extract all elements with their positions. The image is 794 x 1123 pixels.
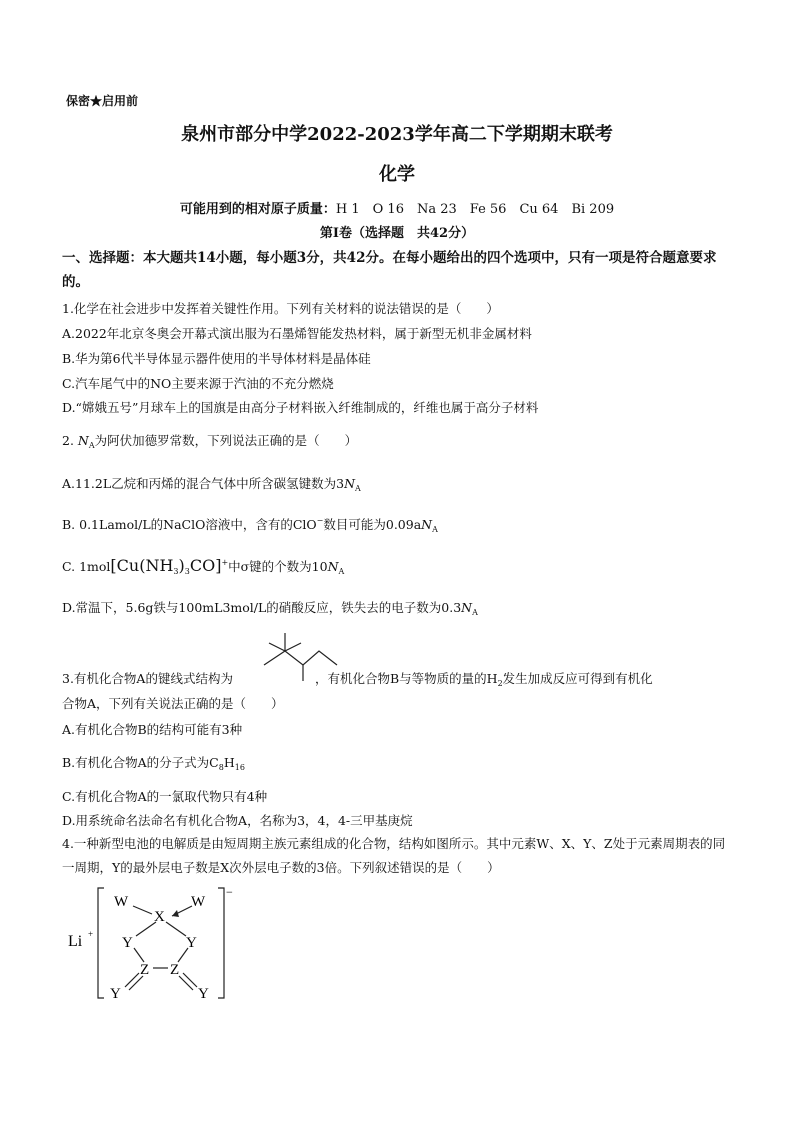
atom-w-left: W xyxy=(114,894,129,910)
left-bracket xyxy=(98,888,104,998)
q2-option-a xyxy=(62,474,361,493)
z-y-double-bond-2b xyxy=(179,976,193,990)
ionic-structure-diagram xyxy=(60,884,250,1004)
h2-subscript: 2 xyxy=(497,679,503,688)
na-symbol: N xyxy=(421,517,433,532)
right-bracket xyxy=(218,888,224,998)
q3-stem-post: ，有机化合物B与等物质的量的H xyxy=(314,671,498,686)
h-subscript: 16 xyxy=(234,763,245,772)
w-x-bond xyxy=(133,906,152,914)
z-y-double-bond-2a xyxy=(183,973,197,987)
q1-option-d: D.“嫦娥五号”月球车上的国旗是由高分子材料嵌入纤维制成的，纤维也属于高分子材料 xyxy=(62,400,539,415)
atom-z-right: Z xyxy=(170,962,180,978)
q3-stem-line1 xyxy=(62,669,653,688)
h-symbol: H xyxy=(223,755,235,770)
q2-stem-text: 为阿伏加德罗常数，下列说法正确的是（ ） xyxy=(94,433,358,448)
q3-option-b xyxy=(62,753,245,772)
y-z-left-bond xyxy=(134,948,144,962)
q2-option-c xyxy=(62,556,344,576)
na-symbol: N xyxy=(344,476,356,491)
q2-number: 2. xyxy=(62,433,74,448)
skeletal-formula-diagram xyxy=(260,628,346,684)
q2-stem xyxy=(62,431,357,450)
complex-paren: ) xyxy=(178,556,185,575)
methyl-right-bond xyxy=(285,643,301,651)
na-subscript: A xyxy=(472,608,478,617)
q3-stem-pre: 3.有机化合物A的键线式结构为 xyxy=(62,671,233,686)
complex-close: CO] xyxy=(189,556,222,575)
na-subscript: A xyxy=(88,441,95,450)
q3-option-a: A.有机化合物B的结构可能有3种 xyxy=(62,722,243,737)
atom-w-right: W xyxy=(191,894,206,910)
volume-heading: 第Ⅰ卷（选择题 共42分） xyxy=(319,226,475,241)
atom-y-bottom-left: Y xyxy=(110,986,121,1002)
subject-title: 化学 xyxy=(379,164,415,185)
skeletal-bonds xyxy=(264,633,337,681)
main-chain-bond xyxy=(264,651,337,665)
nh3-subscript: 3 xyxy=(173,567,179,576)
section-instruction: 一、选择题：本大题共14小题，每小题3分，共42分。在每小题给出的四个选项中，只有一项是符合题意要求的。 xyxy=(62,250,717,290)
q1-option-a: A.2022年北京冬奥会开幕式演出服为石墨烯智能发热材料，属于新型无机非金属材料 xyxy=(62,326,532,341)
q1-option-b: B.华为第6代半导体显示器件使用的半导体材料是晶体硅 xyxy=(62,351,371,366)
q2-option-c-pre: C. 1mol xyxy=(62,559,111,574)
exam-title: 泉州市部分中学2022-2023学年高二下学期期末联考 xyxy=(181,124,613,145)
anion-charge: − xyxy=(226,885,233,899)
c-subscript: 8 xyxy=(218,763,224,772)
z-y-double-bond-1b xyxy=(129,976,143,990)
methyl-left-bond xyxy=(269,643,285,651)
complex-open: [Cu(NH xyxy=(110,556,174,575)
na-subscript: A xyxy=(338,567,345,576)
ligand-subscript: 3 xyxy=(184,567,190,576)
atom-y-left: Y xyxy=(122,935,133,951)
q1-stem: 1.化学在社会进步中发挥着关键性作用。下列有关材料的说法错误的是（ ） xyxy=(62,301,499,316)
q3-option-d: D.用系统命名法命名有机化合物A，名称为3，4，4-三甲基庚烷 xyxy=(62,813,413,828)
x-y-left-bond xyxy=(136,922,156,936)
q2-option-b-sup: − xyxy=(316,516,324,525)
li-charge: + xyxy=(88,929,94,939)
coordinate-arrowhead xyxy=(172,910,179,917)
q2-option-b-post: 数目可能为0.09a xyxy=(323,517,422,532)
q3-stem-post2: 发生加成反应可得到有机化 xyxy=(502,671,653,686)
na-symbol: N xyxy=(461,600,473,615)
complex-charge: + xyxy=(221,558,229,567)
q2-option-a-text: A.11.2L乙烷和丙烯的混合气体中所含碳氢键数为3 xyxy=(62,476,345,491)
q4-stem: 4.一种新型电池的电解质是由短周期主族元素组成的化合物，结构如图所示。其中元素W、X、Y、Z处于元素周期表的同一周期，Y的最外层电子数是X次外层电子数的3倍。下列叙述错误的是（ ） xyxy=(62,836,726,875)
masses-label: 可能用到的相对原子质量： xyxy=(179,202,336,217)
atom-y-bottom-right: Y xyxy=(198,986,209,1002)
atomic-masses xyxy=(0,198,794,217)
na-symbol: N xyxy=(77,433,89,448)
q2-option-d xyxy=(62,598,478,617)
na-subscript: A xyxy=(355,484,361,493)
masses-values: H 1 O 16 Na 23 Fe 56 Cu 64 Bi 209 xyxy=(335,202,615,217)
z-y-double-bond-1a xyxy=(125,973,139,987)
q2-option-c-post: 中σ键的个数为10 xyxy=(228,559,328,574)
q2-option-b-pre: B. 0.1Lamol/L的NaClO溶液中，含有的ClO xyxy=(62,517,317,532)
na-subscript: A xyxy=(432,525,438,534)
q3-option-c: C.有机化合物A的一氯取代物只有4种 xyxy=(62,789,268,804)
q3-stem-line2: 合物A，下列有关说法正确的是（ ） xyxy=(62,696,284,711)
q2-option-b xyxy=(62,515,438,534)
atom-y-right: Y xyxy=(186,935,197,951)
atom-x: X xyxy=(154,909,165,925)
q1-option-c: C.汽车尾气中的NO主要来源于汽油的不充分燃烧 xyxy=(62,376,334,391)
q2-option-d-text: D.常温下，5.6g铁与100mL3mol/L的硝酸反应，铁失去的电子数为0.3 xyxy=(62,600,462,615)
atom-z-left: Z xyxy=(140,962,150,978)
na-symbol: N xyxy=(327,559,339,574)
li-label: Li xyxy=(68,933,83,950)
confidential-mark: 保密★启用前 xyxy=(66,94,139,108)
x-y-right-bond xyxy=(166,922,186,936)
q3-option-b-pre: B.有机化合物A的分子式为C xyxy=(62,755,219,770)
